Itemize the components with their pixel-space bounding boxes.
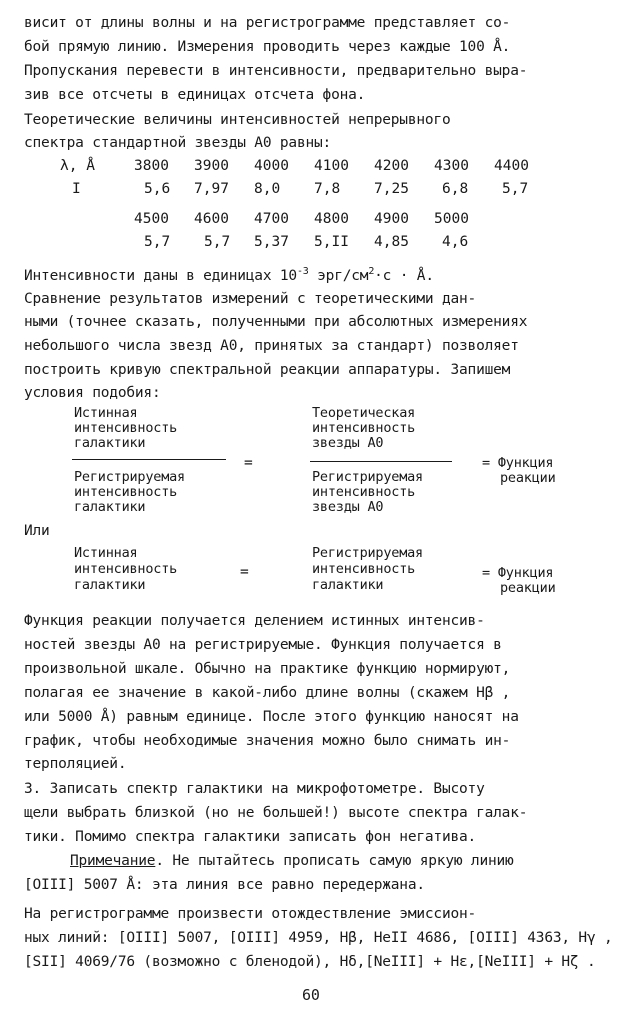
fraction-bar	[72, 459, 226, 460]
units-exponent: 2	[368, 266, 375, 277]
text-line: щели выбрать близкой (но не большей!) высоте спектра галак-	[24, 805, 528, 821]
formula-text: интенсивность	[312, 420, 416, 436]
wavelength-cell: 4400	[494, 158, 529, 174]
text-line: график, чтобы необходимые значения можно было снимать ин-	[24, 733, 511, 749]
formula-text: галактики	[74, 577, 146, 593]
formula-text: интенсивность	[312, 561, 416, 577]
formula-text: звезды А0	[312, 499, 384, 515]
formula-text: Регистрируемая	[74, 469, 185, 485]
note-line: [OIII] 5007 Å: эта линия все равно передержана.	[24, 877, 425, 893]
text-line: ностей звезды А0 на регистрируемые. Функция получается в	[24, 637, 502, 653]
text-line: ных линий: [OIII] 5007, [OIII] 4959, Hβ, HeII 4686, [OIII] 4363, Hγ ,	[24, 930, 613, 946]
intensity-cell: 7,25	[374, 181, 409, 197]
intensity-cell: 5,7	[502, 181, 529, 197]
formula-text: интенсивность	[74, 561, 178, 577]
units-prefix: Интенсивности даны в единицах 10	[24, 268, 297, 284]
text-line: терполяцией.	[24, 756, 127, 772]
note-text: . Не пытайтесь прописать самую яркую линию	[155, 853, 514, 869]
text-line: [SII] 4069/76 (возможно с бленодой), Hδ,[NeIII] + Hε,[NeIII] + Hζ .	[24, 954, 596, 970]
text-line: условия подобия:	[24, 385, 161, 401]
text-line: небольшого числа звезд А0, принятых за стандарт) позволяет	[24, 338, 519, 354]
intensity-cell: 4,85	[374, 234, 409, 250]
intensity-cell: 5,37	[254, 234, 289, 250]
equals-sign: =	[244, 455, 253, 471]
intensity-cell: 5,II	[314, 234, 349, 250]
page-number: 60	[302, 986, 320, 1004]
formula-text: интенсивность	[74, 420, 178, 436]
intensity-cell: 5,7	[204, 234, 231, 250]
wavelength-cell: 3900	[194, 158, 229, 174]
text-line: Теоретические величины интенсивностей непрерывного	[24, 112, 451, 128]
intensity-label: I	[72, 181, 81, 197]
intensity-cell: 7,97	[194, 181, 229, 197]
intensity-cell: 5,6	[144, 181, 171, 197]
formula-text: галактики	[312, 577, 384, 593]
text-line: полагая ее значение в какой-либо длине волны (скажем Hβ ,	[24, 685, 511, 701]
text-line: зив все отсчеты в единицах отсчета фона.	[24, 87, 366, 103]
wavelength-cell: 4800	[314, 211, 349, 227]
intensity-cell: 7,8	[314, 181, 341, 197]
intensity-cell: 8,0	[254, 181, 281, 197]
note-line	[70, 852, 514, 870]
wavelength-cell: 4500	[134, 211, 169, 227]
formula-result: реакции	[500, 470, 556, 486]
formula-text: Истинная	[74, 405, 138, 421]
formula-text: Истинная	[74, 545, 138, 561]
formula-result: = Функция	[482, 565, 554, 581]
text-line: бой прямую линию. Измерения проводить через каждые 100 Å.	[24, 39, 511, 55]
text-line: висит от длины волны и на регистрограмме представляет со-	[24, 15, 511, 31]
formula-result: реакции	[500, 580, 556, 596]
or-label: Или	[24, 523, 50, 539]
formula-text: Регистрируемая	[312, 469, 423, 485]
text-line: 3. Записать спектр галактики на микрофотометре. Высоту	[24, 781, 485, 797]
lambda-label: λ, Å	[60, 158, 95, 174]
note-label: Примечание	[70, 853, 156, 869]
intensity-cell: 4,6	[442, 234, 469, 250]
text-line: На регистрограмме произвести отождествление эмиссион-	[24, 906, 477, 922]
formula-result: = Функция	[482, 455, 554, 471]
text-line: построить кривую спектральной реакции аппаратуры. Запишем	[24, 362, 511, 378]
formula-text: Теоретическая	[312, 405, 416, 421]
intensity-cell: 6,8	[442, 181, 469, 197]
text-line: тики. Помимо спектра галактики записать фон негатива.	[24, 829, 477, 845]
units-middle: эрг/см	[308, 268, 369, 284]
units-line	[24, 263, 434, 285]
wavelength-cell: 4100	[314, 158, 349, 174]
formula-text: звезды А0	[312, 435, 384, 451]
units-suffix: ·с · Å.	[374, 268, 434, 284]
formula-text: Регистрируемая	[312, 545, 423, 561]
intensity-cell: 5,7	[144, 234, 171, 250]
text-line: спектра стандартной звезды А0 равны:	[24, 135, 332, 151]
wavelength-cell: 4000	[254, 158, 289, 174]
text-line: Функция реакции получается делением истинных интенсив-	[24, 613, 485, 629]
formula-text: галактики	[74, 499, 146, 515]
text-line: произвольной шкале. Обычно на практике функцию нормируют,	[24, 661, 511, 677]
wavelength-cell: 4900	[374, 211, 409, 227]
formula-text: галактики	[74, 435, 146, 451]
text-line: Пропускания перевести в интенсивности, предварительно выра-	[24, 63, 528, 79]
wavelength-cell: 4600	[194, 211, 229, 227]
wavelength-cell: 5000	[434, 211, 469, 227]
wavelength-cell: 4700	[254, 211, 289, 227]
text-line: ными (точнее сказать, полученными при абсолютных измерениях	[24, 314, 528, 330]
wavelength-cell: 4300	[434, 158, 469, 174]
equals-sign: =	[240, 564, 249, 580]
wavelength-cell: 4200	[374, 158, 409, 174]
text-line: или 5000 Å) равным единице. После этого функцию наносят на	[24, 709, 519, 725]
text-line: Сравнение результатов измерений с теоретическими дан-	[24, 291, 477, 307]
formula-text: интенсивность	[74, 484, 178, 500]
formula-text: интенсивность	[312, 484, 416, 500]
units-exponent: -3	[296, 266, 309, 277]
wavelength-cell: 3800	[134, 158, 169, 174]
fraction-bar	[310, 461, 452, 462]
